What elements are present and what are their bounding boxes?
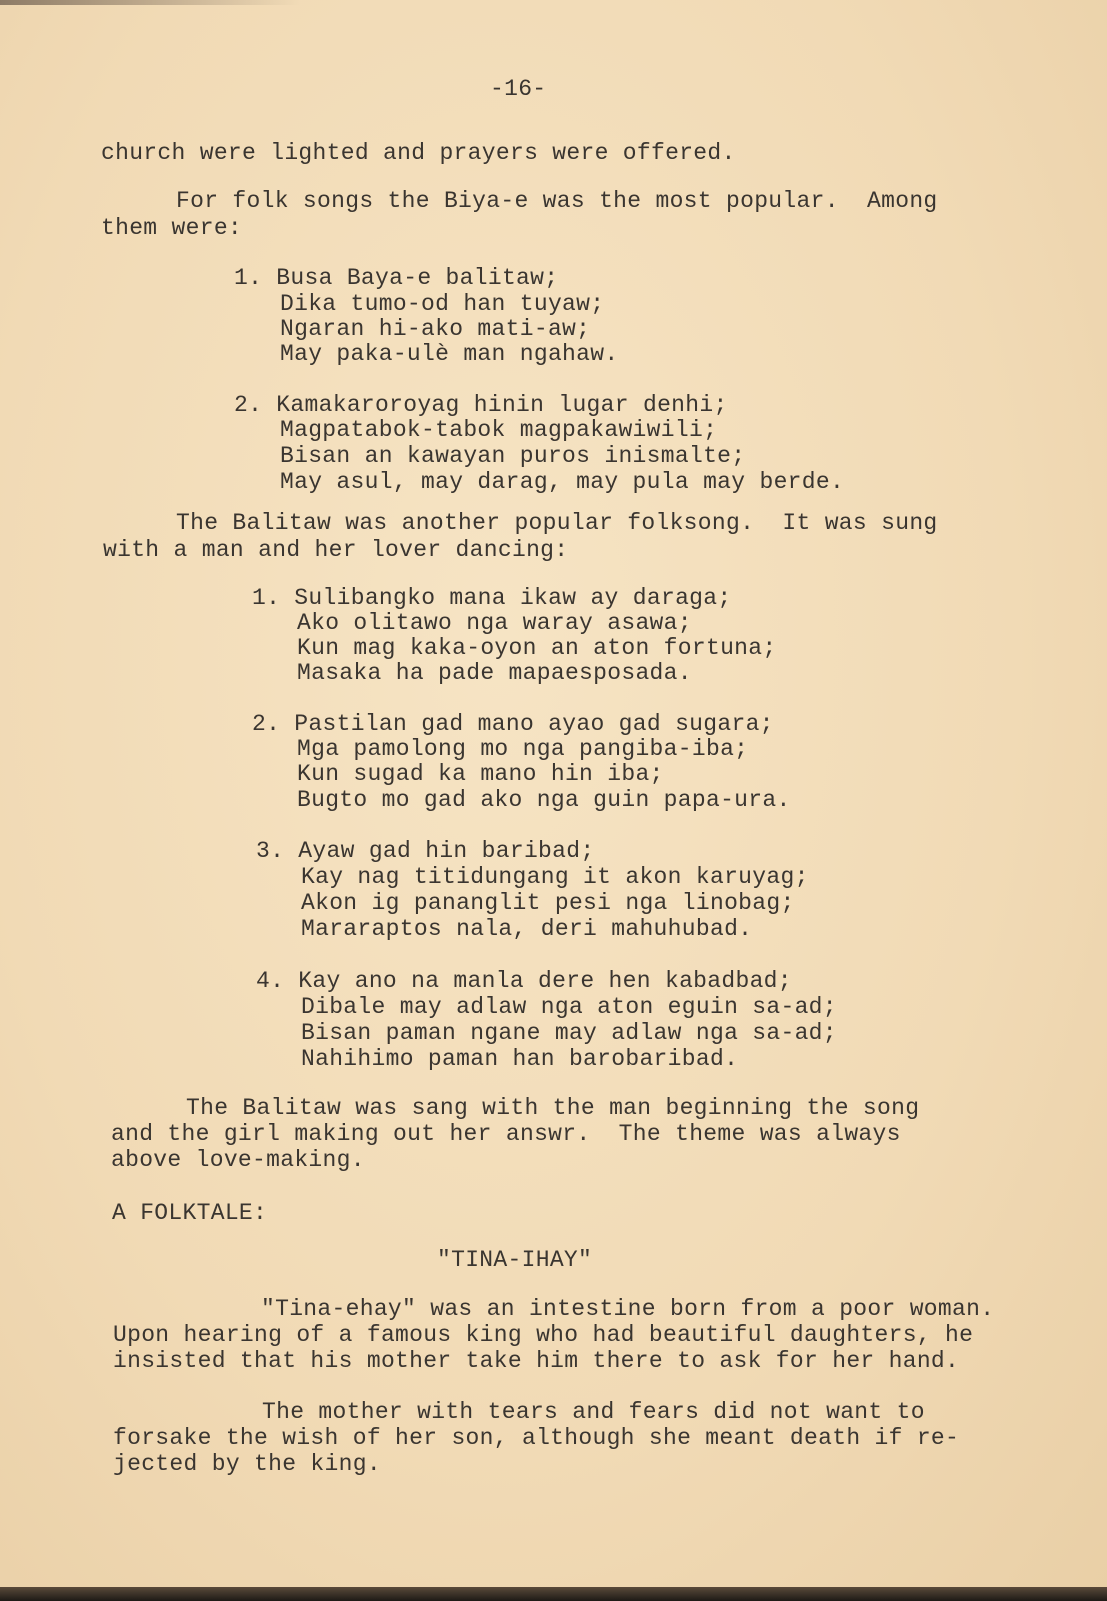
song-verse-line: May asul, may darag, may pula may berde.: [280, 469, 845, 495]
page-number: -16-: [490, 76, 547, 102]
folktale-line: insisted that his mother take him there to ask for her hand.: [113, 1348, 960, 1374]
song-verse-line: 3. Ayaw gad hin baribad;: [256, 838, 595, 864]
folktale-line: The mother with tears and fears did not want to: [262, 1399, 925, 1425]
balitaw-intro-line: with a man and her lover dancing:: [103, 537, 569, 563]
folktale-title: "TINA-IHAY": [437, 1247, 593, 1273]
folktale-heading: A FOLKTALE:: [112, 1200, 268, 1226]
balitaw-intro-line: The Balitaw was another popular folksong. It was sung: [176, 510, 938, 536]
song-verse-line: Masaka ha pade mapaesposada.: [297, 660, 692, 686]
intro-line: them were:: [101, 215, 243, 241]
song-verse-line: 1. Sulibangko mana ikaw ay daraga;: [252, 585, 732, 611]
song-verse-line: Mga pamolong mo nga pangiba-iba;: [297, 736, 749, 762]
song-verse-line: Ngaran hi-ako mati-aw;: [280, 316, 591, 342]
folktale-line: Upon hearing of a famous king who had beautiful daughters, he: [113, 1322, 974, 1348]
intro-line: For folk songs the Biya-e was the most popular. Among: [176, 188, 938, 214]
song-verse-line: May paka-ulè man ngahaw.: [280, 341, 619, 367]
song-verse-line: Ako olitawo nga waray asawa;: [297, 610, 692, 636]
song-verse-line: Akon ig pananglit pesi nga linobag;: [301, 890, 795, 916]
intro-line: church were lighted and prayers were offered.: [101, 140, 736, 166]
folktale-line: jected by the king.: [113, 1451, 381, 1477]
song-verse-line: Dibale may adlaw nga aton eguin sa-ad;: [301, 994, 837, 1020]
song-verse-line: Kun sugad ka mano hin iba;: [297, 761, 664, 787]
song-verse-line: 4. Kay ano na manla dere hen kabadbad;: [256, 968, 792, 994]
song-verse-line: Nahihimo paman han barobaribad.: [301, 1046, 739, 1072]
folktale-line: "Tina-ehay" was an intestine born from a poor woman.: [261, 1296, 995, 1322]
song-verse-line: Bisan an kawayan puros inismalte;: [280, 443, 746, 469]
song-verse-line: Mararaptos nala, deri mahuhubad.: [301, 916, 753, 942]
song-verse-line: 2. Kamakaroroyag hinin lugar denhi;: [234, 392, 728, 418]
song-verse-line: Kun mag kaka-oyon an aton fortuna;: [297, 635, 777, 661]
folktale-line: forsake the wish of her son, although she meant death if re-: [113, 1425, 960, 1451]
balitaw-outro-line: The Balitaw was sang with the man beginning the song: [186, 1095, 920, 1121]
scanner-bottom-edge: [0, 1587, 1107, 1601]
song-verse-line: Kay nag titidungang it akon karuyag;: [301, 864, 809, 890]
song-verse-line: Magpatabok-tabok magpakawiwili;: [280, 417, 718, 443]
song-verse-line: 1. Busa Baya-e balitaw;: [234, 265, 559, 291]
balitaw-outro-line: and the girl making out her answr. The theme was always: [111, 1121, 901, 1147]
paper-top-shadow: [0, 0, 300, 5]
balitaw-outro-line: above love-making.: [111, 1147, 365, 1173]
song-verse-line: Bisan paman ngane may adlaw nga sa-ad;: [301, 1020, 837, 1046]
song-verse-line: Bugto mo gad ako nga guin papa-ura.: [297, 787, 791, 813]
song-verse-line: Dika tumo-od han tuyaw;: [280, 291, 605, 317]
song-verse-line: 2. Pastilan gad mano ayao gad sugara;: [252, 711, 774, 737]
